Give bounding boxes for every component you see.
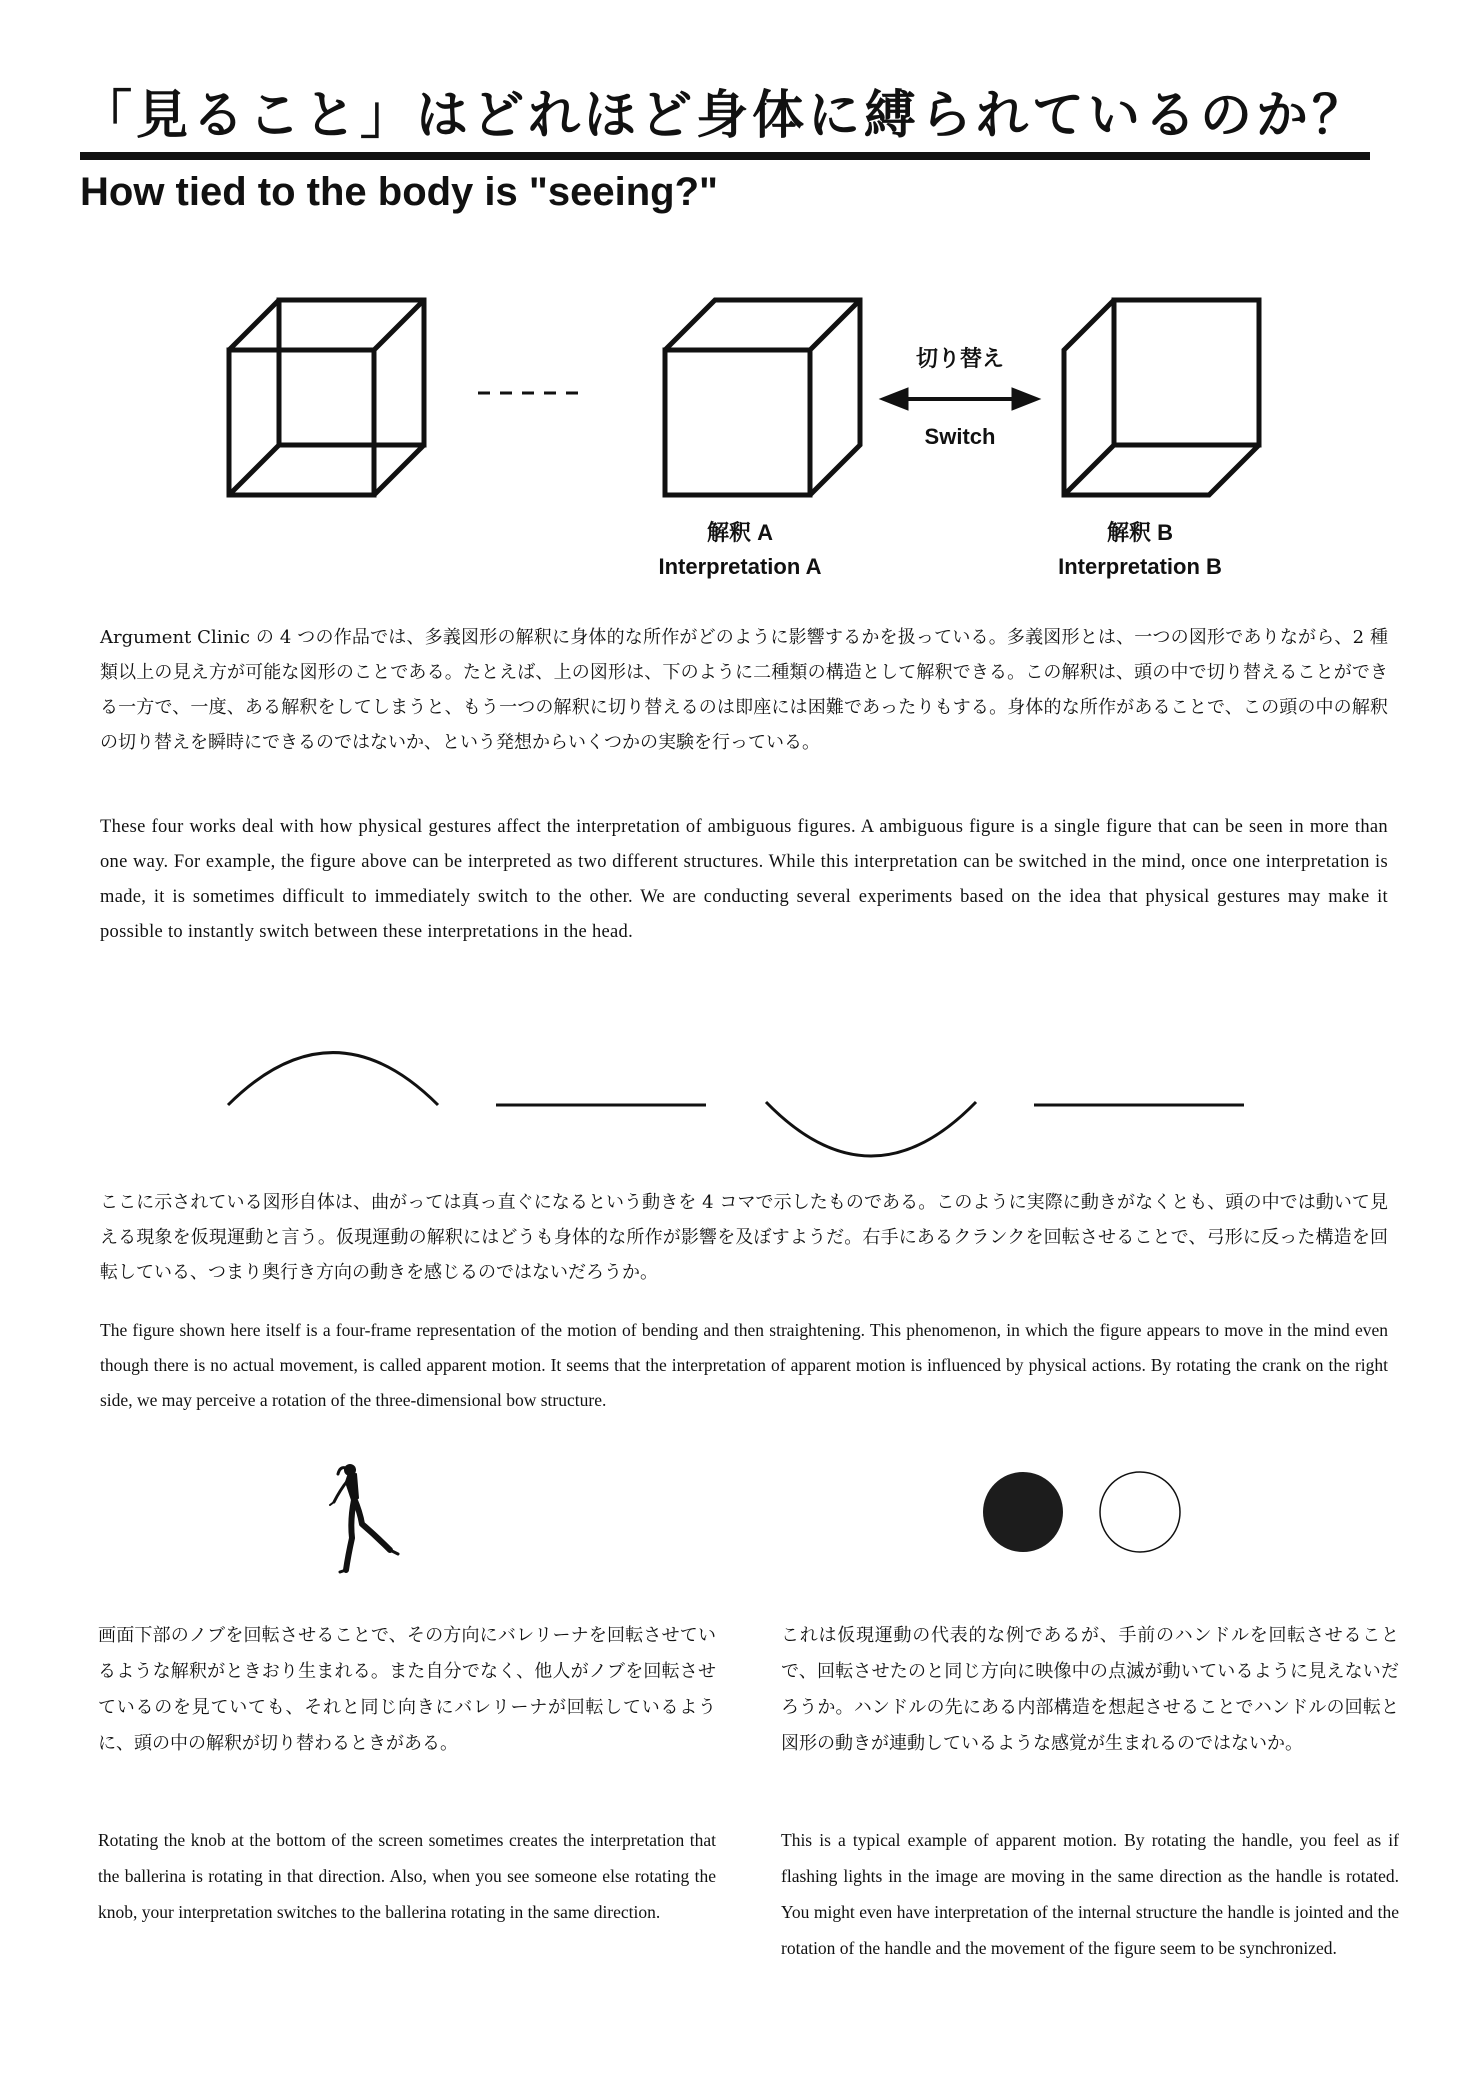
- switch-double-arrow: [880, 388, 1040, 410]
- switch-label-ja: 切り替え: [915, 346, 1004, 371]
- apparent-motion-paragraph-ja: ここに示されている図形自体は、曲がっては真っ直ぐになるという動きを 4 コマで示したものである。このように実際に動きがなくとも、頭の中では動いて見える現象を仮現運動と言う。仮現運動の解釈にはどうも身体的な所作が影響を及ぼすようだ。右手にあるクランクを回転させることで、弓形に反った構造を回転している、つまり奥行き方向の動きを感じるのではないだろうか。: [100, 1192, 1388, 1283]
- frame-arc-up: [228, 1053, 438, 1106]
- frame-arc-down: [766, 1102, 976, 1156]
- apparent-motion-paragraph-en: The figure shown here itself is a four-frame representation of the motion of bending and then straightening. This phenomenon, in which the figure appears to move in the mind even though there is no actual movement, is called apparent motion. It seems that the interpretation of apparent motion is influenced by physical actions. By rotating the crank on the right side, we may perceive a rotation of the three-dimensional bow structure.: [100, 1320, 1388, 1410]
- interpretation-b-label-ja: 解釈 B: [1106, 520, 1173, 545]
- ballerina-paragraph-en: Rotating the knob at the bottom of the screen sometimes creates the interpretation that the ballerina is rotating in that direction. Also, when you see someone else rotating the knob, your interpretation switches to the ballerina rotating in the same direction.: [98, 1830, 716, 1922]
- dot-filled: [983, 1472, 1063, 1552]
- handle-paragraph-en: This is a typical example of apparent motion. By rotating the handle, you feel as if flashing lights in the image are moving in the same direction as the handle is rotated. You might even have interpretation of the internal structure the handle is jointed and the rotation of the handle and the movement of the figure seem to be synchronized.: [781, 1830, 1399, 1958]
- interpretation-b-label-en: Interpretation B: [1058, 554, 1222, 579]
- switch-label-en: Switch: [924, 424, 996, 449]
- page-title-en: How tied to the body is "seeing?": [80, 170, 718, 214]
- intro-paragraph-en: These four works deal with how physical gestures affect the interpretation of ambiguous figures. A ambiguous figure is a single figure that can be seen in more than one way. For example, the figure above can be interpreted as two different structures. While this interpretation can be switched in the mind, once one interpretation is made, it is sometimes difficult to immediately switch to the other. We are conducting several experiments based on the idea that physical gestures may make it possible to instantly switch between these interpretations in the head.: [100, 817, 1388, 942]
- interpretation-a-label-ja: 解釈 A: [706, 520, 773, 545]
- ballerina-paragraph-ja: 画面下部のノブを回転させることで、その方向にバレリーナを回転させているような解釈がときおり生まれる。また自分でなく、他人がノブを回転させているのを見ていても、それと同じ向きにバレリーナが回転しているように、頭の中の解釈が切り替わるときがある。: [98, 1625, 716, 1754]
- cube-interpretation-a: [665, 300, 860, 495]
- ballerina-silhouette-icon: [320, 1460, 420, 1580]
- wireframe-cube: [229, 300, 424, 495]
- handle-paragraph-ja: これは仮現運動の代表的な例であるが、手前のハンドルを回転させることで、回転させたのと同じ方向に映像中の点滅が動いているように見えないだろうか。ハンドルの先にある内部構造を想起させることでハンドルの回転と図形の動きが連動しているような感覚が生まれるのではないか。: [781, 1625, 1399, 1754]
- interpretation-a-label-en: Interpretation A: [658, 554, 822, 579]
- page-title-ja: 「見ること」はどれほど身体に縛られているのか？: [80, 86, 1369, 146]
- cube-interpretation-b: [1064, 300, 1259, 495]
- flashing-dots-figure: [980, 1468, 1190, 1558]
- intro-paragraph-ja: Argument Clinic の 4 つの作品では、多義図形の解釈に身体的な所作がどのように影響するかを扱っている。多義図形とは、一つの図形でありながら、2 種類以上の見え方が可能な図形のことである。たとえば、上の図形は、下のように二種類の構造として解釈できる。この解釈は、頭の中で切り替えることができる一方で、一度、ある解釈をしてしまうと、もう一つの解釈に切り替えるのは即座には困難であったりもする。身体的な所作があることで、この頭の中の解釈の切り替えを瞬時にできるのではないか、という発想からいくつかの実験を行っている。: [100, 627, 1388, 753]
- apparent-motion-figure: [0, 1040, 1476, 1170]
- dot-empty: [1100, 1472, 1180, 1552]
